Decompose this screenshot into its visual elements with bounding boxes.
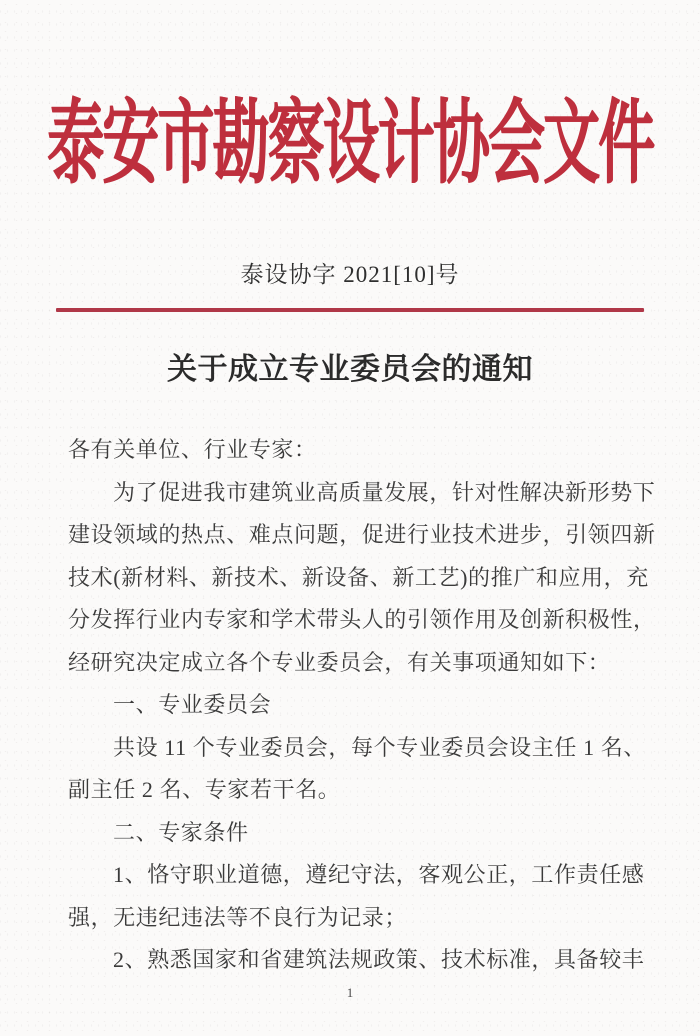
document-reference-number: 泰设协字 2021[10]号 (240, 262, 460, 287)
body-line: 分发挥行业内专家和学术带头人的引领作用及创新积极性， (68, 607, 656, 632)
red-header-title (0, 93, 700, 195)
red-divider-line (56, 308, 644, 312)
body-line: 各有关单位、行业专家： (68, 437, 317, 462)
body-line: 经研究决定成立各个专业委员会，有关事项通知如下： (68, 649, 611, 675)
notice-body (68, 429, 656, 982)
body-line: 1、恪守职业道德，遵纪守法，客观公正，工作责任感 (113, 862, 645, 887)
body-line: 副主任 2 名、专家若干名。 (68, 777, 341, 802)
body-line: 建设领域的热点、难点问题，促进行业技术进步，引领四新 (68, 522, 656, 547)
page-number: 1 (346, 985, 354, 1000)
body-line: 强，无违纪违法等不良行为记录； (68, 904, 408, 930)
body-line: 2、熟悉国家和省建筑法规政策、技术标准，具备较丰 (113, 947, 645, 972)
red-header-title-text: 泰安市勘察设计协会文件 (46, 93, 654, 195)
notice-title: 关于成立专业委员会的通知 (167, 352, 533, 387)
body-line: 技术(新材料、新技术、新设备、新工艺)的推广和应用，充 (68, 564, 649, 590)
body-line: 二、专家条件 (113, 819, 249, 845)
body-line: 一、专业委员会 (113, 692, 272, 717)
body-line: 为了促进我市建筑业高质量发展，针对性解决新形势下 (113, 479, 656, 505)
body-line: 共设 11 个专业委员会，每个专业委员会设主任 1 名、 (113, 734, 646, 760)
